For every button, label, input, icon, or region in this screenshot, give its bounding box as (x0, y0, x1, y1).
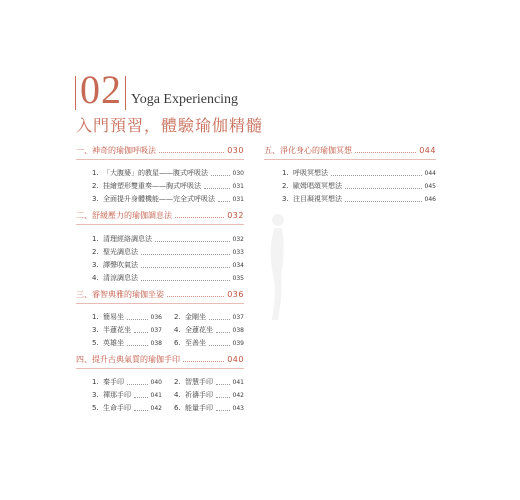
entry-title: 全面提升身體機能——完全式呼吸法 (103, 195, 215, 203)
section-rule (76, 303, 244, 304)
toc-entry[interactable] (282, 194, 436, 204)
entry-number: 2. (174, 313, 181, 321)
entry-page: 032 (232, 235, 244, 243)
section-rule (76, 368, 244, 369)
entry-number: 3. (92, 261, 99, 269)
toc-entry[interactable] (92, 247, 244, 257)
section-page: 040 (227, 355, 244, 364)
entry-title: 禪那手印 (103, 391, 131, 399)
leader-dots (141, 280, 230, 281)
entry-title: 全蓮花坐 (185, 326, 213, 334)
entry-title: 簡易坐 (103, 313, 124, 321)
entry-page: 033 (232, 248, 244, 256)
yoga-figure-watermark (264, 212, 290, 322)
toc-section-2[interactable] (76, 210, 244, 221)
entry-number: 3. (282, 195, 289, 203)
toc-entry[interactable] (92, 194, 244, 204)
entry-number: 1. (92, 235, 99, 243)
entry-number: 4. (174, 391, 181, 399)
toc-entry[interactable] (174, 403, 244, 413)
section-label: 三、睿智典雅的瑜伽坐姿 (76, 290, 164, 299)
entry-title: 「大腹婆」的教星——腹式呼吸法 (103, 169, 208, 177)
entry-page: 037 (150, 326, 162, 334)
toc-entry[interactable] (92, 234, 244, 244)
toc-section-1[interactable] (76, 145, 244, 156)
section-label: 二、舒緩壓力的瑜伽調息法 (76, 211, 172, 220)
entry-title: 注目凝視冥想法 (293, 195, 342, 203)
entry-title: 金剛坐 (185, 313, 206, 321)
toc-entry[interactable] (174, 377, 244, 387)
leader-dots (155, 241, 230, 242)
entry-page: 037 (232, 313, 244, 321)
leader-dots (134, 410, 148, 411)
entry-title: 挂繪塑形雙重奏——胸式呼吸法 (103, 182, 201, 190)
toc-entry[interactable] (92, 403, 162, 413)
toc-entry[interactable] (92, 260, 244, 270)
leader-dots (175, 217, 224, 218)
leader-dots (159, 152, 224, 153)
section-page: 030 (227, 146, 244, 155)
chapter-title: 入門預習，體驗瑜伽精髓 (76, 116, 264, 135)
section-page: 044 (419, 146, 436, 155)
entry-number: 1. (92, 313, 99, 321)
entry-page: 030 (232, 169, 244, 177)
entry-title: 歐姆唱頌冥想法 (293, 182, 342, 190)
entry-number: 3. (92, 195, 99, 203)
entry-number: 5. (92, 404, 99, 412)
toc-entry[interactable] (174, 312, 244, 322)
section-label: 一、神奇的瑜伽呼吸法 (76, 146, 156, 155)
entry-page: 040 (150, 378, 162, 386)
toc-entry[interactable] (174, 390, 244, 400)
leader-dots (127, 384, 148, 385)
leader-dots (331, 175, 422, 176)
entry-number: 2. (92, 182, 99, 190)
entry-page: 034 (232, 261, 244, 269)
toc-section-5[interactable] (264, 145, 436, 156)
entry-page: 031 (232, 182, 244, 190)
entry-number: 3. (92, 326, 99, 334)
toc-entry[interactable] (92, 181, 244, 191)
entry-page: 042 (150, 404, 162, 412)
entry-title: 祈禱手印 (185, 391, 213, 399)
section-rule (76, 224, 244, 225)
toc-entry[interactable] (92, 390, 162, 400)
leader-dots (204, 188, 230, 189)
leader-dots (345, 188, 422, 189)
leader-dots (127, 345, 148, 346)
entry-page: 044 (424, 169, 436, 177)
chapter-number: 02 (80, 67, 122, 112)
entry-number: 1. (92, 378, 99, 386)
chapter-divider-left (75, 76, 76, 110)
chapter-english-title: Yoga Experiencing (131, 92, 239, 107)
entry-page: 035 (232, 274, 244, 282)
toc-entry[interactable] (92, 338, 162, 348)
entry-number: 6. (174, 404, 181, 412)
leader-dots (209, 345, 230, 346)
entry-number: 4. (92, 274, 99, 282)
entry-title: 清理經絡調息法 (103, 235, 152, 243)
toc-entry[interactable] (174, 338, 244, 348)
leader-dots (209, 319, 230, 320)
entry-number: 5. (92, 339, 99, 347)
entry-page: 038 (150, 339, 162, 347)
entry-title: 呼吸冥想法 (293, 169, 328, 177)
entry-page: 038 (232, 326, 244, 334)
entry-title: 英雄坐 (103, 339, 124, 347)
entry-number: 1. (92, 169, 99, 177)
leader-dots (134, 332, 148, 333)
toc-entry[interactable] (92, 312, 162, 322)
entry-page: 042 (232, 391, 244, 399)
leader-dots (134, 397, 148, 398)
toc-entry[interactable] (92, 377, 162, 387)
entry-page: 031 (232, 195, 244, 203)
leader-dots (216, 410, 230, 411)
entry-number: 4. (174, 326, 181, 334)
entry-number: 2. (282, 182, 289, 190)
leader-dots (167, 296, 224, 297)
leader-dots (216, 332, 230, 333)
entry-title: 生命手印 (103, 404, 131, 412)
section-label: 四、提升古典氣質的瑜伽手印 (76, 355, 180, 364)
leader-dots (141, 254, 230, 255)
entry-page: 041 (150, 391, 162, 399)
section-rule (264, 159, 436, 160)
toc-entry[interactable] (174, 325, 244, 335)
entry-page: 046 (424, 195, 436, 203)
entry-page: 039 (232, 339, 244, 347)
entry-page: 041 (232, 378, 244, 386)
entry-page: 043 (232, 404, 244, 412)
leader-dots (141, 267, 230, 268)
entry-number: 2. (92, 248, 99, 256)
entry-page: 036 (150, 313, 162, 321)
entry-number: 1. (282, 169, 289, 177)
entry-title: 半蓮花坐 (103, 326, 131, 334)
section-label: 五、淨化身心的瑜伽冥想 (264, 146, 352, 155)
leader-dots (218, 201, 230, 202)
entry-title: 智慧手印 (185, 378, 213, 386)
entry-title: 聖光調息法 (103, 248, 138, 256)
leader-dots (355, 152, 416, 153)
section-page: 036 (227, 290, 244, 299)
entry-title: 清涼調息法 (103, 274, 138, 282)
leader-dots (216, 384, 230, 385)
toc-entry[interactable] (92, 168, 244, 178)
entry-number: 2. (174, 378, 181, 386)
entry-number: 6. (174, 339, 181, 347)
leader-dots (183, 361, 224, 362)
leader-dots (345, 201, 422, 202)
entry-number: 3. (92, 391, 99, 399)
entry-title: 能量手印 (185, 404, 213, 412)
entry-title: 至善坐 (185, 339, 206, 347)
chapter-divider-right (125, 76, 126, 110)
leader-dots (216, 397, 230, 398)
toc-entry[interactable] (92, 325, 162, 335)
section-rule (76, 159, 244, 160)
leader-dots (127, 319, 148, 320)
toc-entry[interactable] (92, 273, 244, 283)
entry-title: 秦手印 (103, 378, 124, 386)
toc-section-4[interactable] (76, 354, 244, 365)
toc-section-3[interactable] (76, 289, 244, 300)
toc-entry[interactable] (282, 168, 436, 178)
entry-title: 譯聲吹氣法 (103, 261, 138, 269)
leader-dots (211, 175, 230, 176)
section-page: 032 (227, 211, 244, 220)
toc-entry[interactable] (282, 181, 436, 191)
entry-page: 045 (424, 182, 436, 190)
